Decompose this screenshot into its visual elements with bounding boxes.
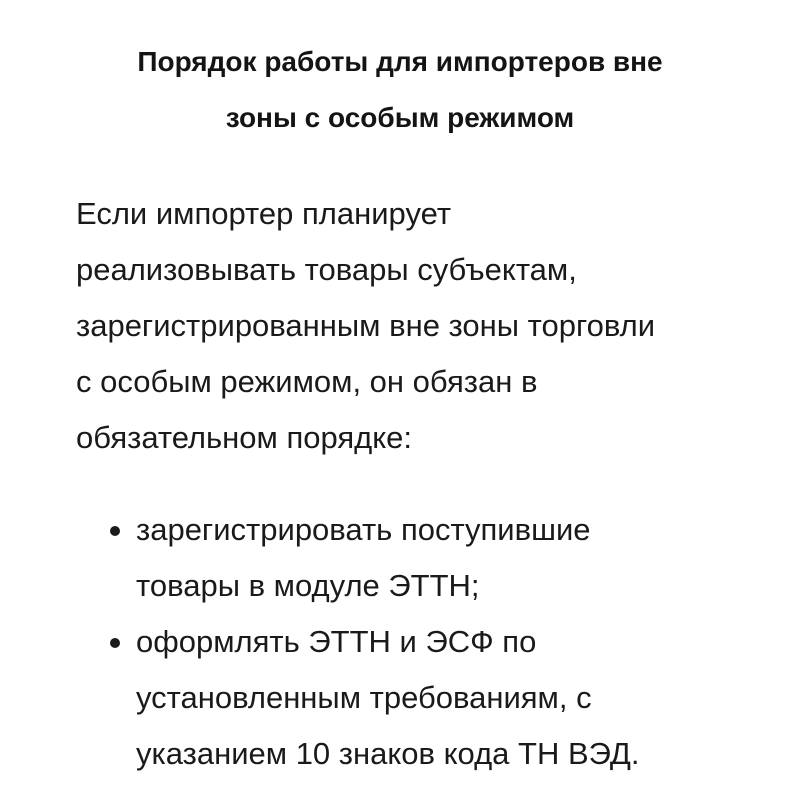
list-item <box>76 614 766 782</box>
list-item-line: зарегистрировать поступившие <box>136 512 591 547</box>
intro-line: Если импортер планирует <box>76 196 452 231</box>
title-line: Порядок работы для импортеров вне <box>137 46 663 77</box>
list-item <box>76 502 766 614</box>
list-item-text <box>136 614 766 782</box>
requirements-list <box>76 502 766 782</box>
intro-line: обязательном порядке: <box>76 420 413 455</box>
intro-paragraph <box>76 186 766 466</box>
list-item-line: товары в модуле ЭТТН; <box>136 568 480 603</box>
intro-line: с особым режимом, он обязан в <box>76 364 538 399</box>
list-item-line: оформлять ЭТТН и ЭСФ по <box>136 624 537 659</box>
title-line: зоны с особым режимом <box>225 102 575 133</box>
bullet-icon <box>110 526 120 536</box>
list-item-line: установленным требованиям, с <box>136 680 592 715</box>
intro-line: реализовывать товары субъектам, <box>76 252 577 287</box>
intro-line: зарегистрированным вне зоны торговли <box>76 308 656 343</box>
page-title <box>60 34 740 146</box>
list-item-line: указанием 10 знаков кода ТН ВЭД. <box>136 736 640 771</box>
list-item-text <box>136 502 766 614</box>
bullet-icon <box>110 638 120 648</box>
